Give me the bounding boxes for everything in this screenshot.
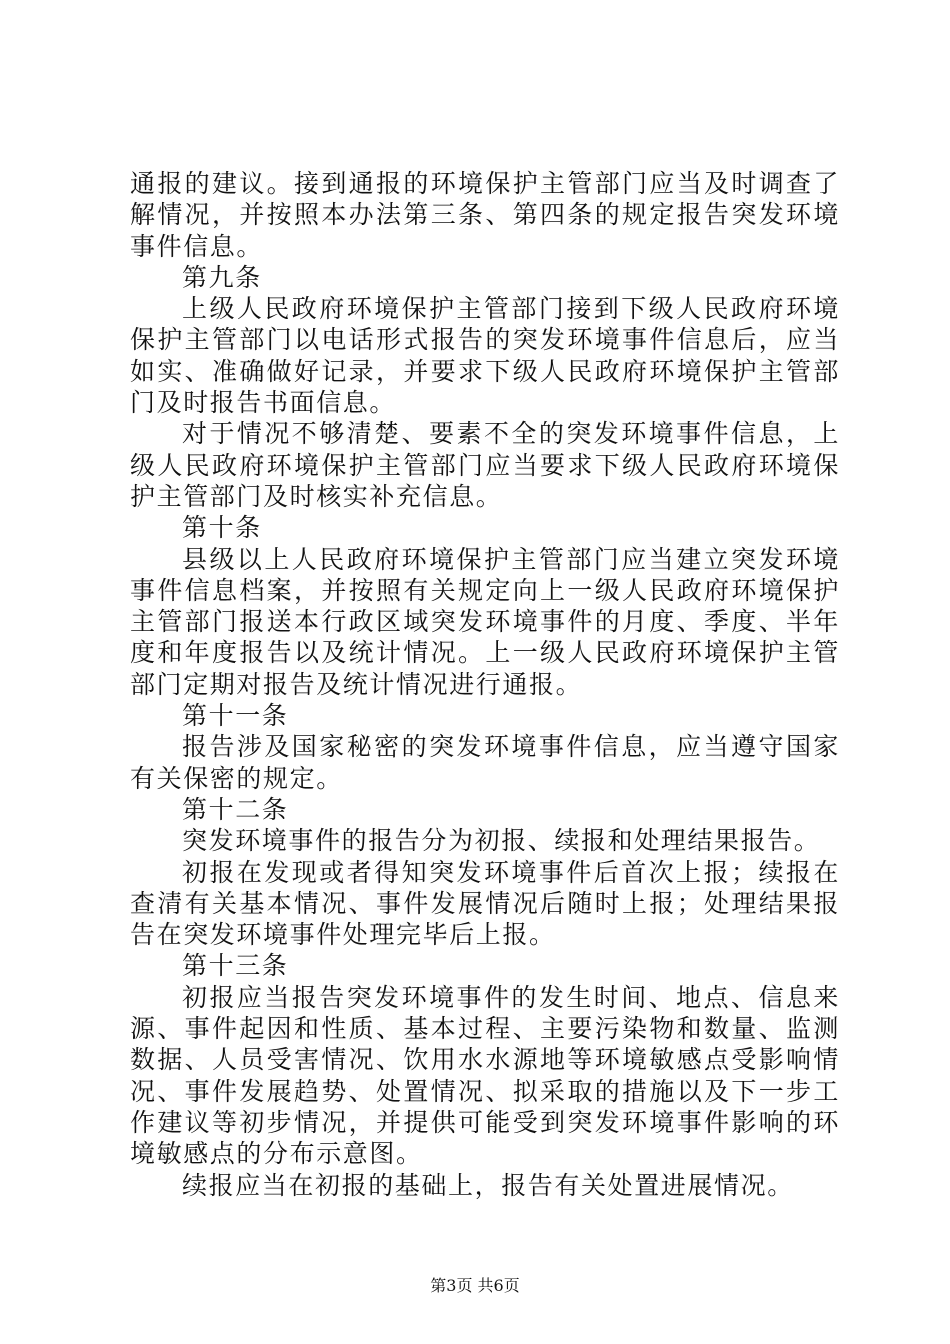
paragraph-continuation: 通报的建议。接到通报的环境保护主管部门应当及时调查了解情况，并按照本办法第三条、第四条的规定报告突发环境事件信息。 [130, 169, 840, 261]
article-heading-13: 第十三条 [182, 951, 289, 981]
page-number-footer: 第3页 共6页 [430, 1276, 520, 1295]
article-heading-12: 第十二条 [182, 794, 289, 824]
paragraph: 续报应当在初报的基础上，报告有关处置进展情况。 [182, 1170, 794, 1200]
paragraph: 突发环境事件的报告分为初报、续报和处理结果报告。 [182, 826, 821, 856]
document-body [130, 168, 840, 1201]
article-heading-9: 第九条 [182, 262, 262, 292]
paragraph: 上级人民政府环境保护主管部门接到下级人民政府环境保护主管部门以电话形式报告的突发环境事件信息后，应当如实、准确做好记录，并要求下级人民政府环境保护主管部门及时报告书面信息。 [130, 294, 840, 418]
paragraph: 报告涉及国家秘密的突发环境事件信息，应当遵守国家有关保密的规定。 [130, 732, 840, 793]
paragraph: 初报在发现或者得知突发环境事件后首次上报；续报在查清有关基本情况、事件发展情况后随时上报；处理结果报告在突发环境事件处理完毕后上报。 [130, 857, 840, 950]
paragraph: 初报应当报告突发环境事件的发生时间、地点、信息来源、事件起因和性质、基本过程、主要污染物和数量、监测数据、人员受害情况、饮用水水源地等环境敏感点受影响情况、事件发展趋势、处置情况、拟采取的措施以及下一步工作建议等初步情况，并提供可能受到突发环境事件影响的环境敏感点的分布示意图。 [130, 982, 840, 1169]
article-heading-11: 第十一条 [182, 701, 289, 731]
article-heading-10: 第十条 [182, 513, 262, 543]
paragraph: 对于情况不够清楚、要素不全的突发环境事件信息，上级人民政府环境保护主管部门应当要求下级人民政府环境保护主管部门及时核实补充信息。 [130, 419, 840, 511]
paragraph: 县级以上人民政府环境保护主管部门应当建立突发环境事件信息档案，并按照有关规定向上一级人民政府环境保护主管部门报送本行政区域突发环境事件的月度、季度、半年度和年度报告以及统计情况。上一级人民政府环境保护主管部门定期对报告及统计情况进行通报。 [130, 544, 840, 699]
